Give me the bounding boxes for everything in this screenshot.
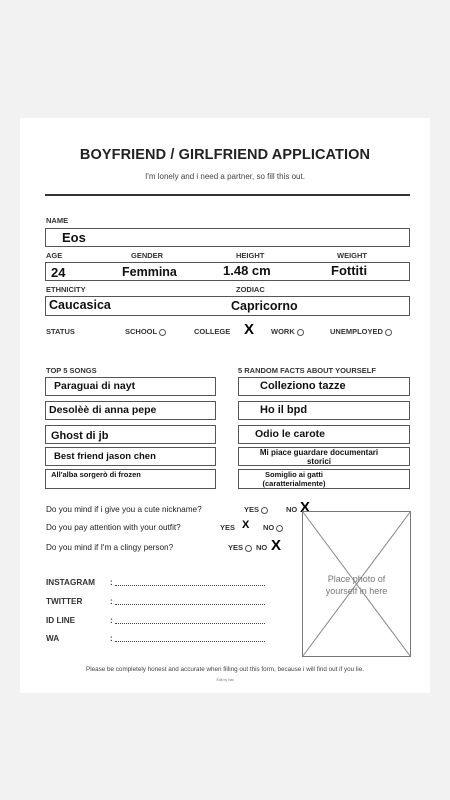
q3-yes-label: YES [228,543,244,552]
fact-value-2: Ho il bpd [260,404,308,416]
credit-text: Edit by Nat [216,678,234,682]
photo-placeholder-text: Place photo of yourself in here [325,574,388,596]
radio-circle-icon[interactable] [276,525,283,532]
fact-field-2[interactable] [238,401,410,420]
q3-no-x-mark: X [271,537,282,554]
fact-field-1[interactable] [238,377,410,396]
wa-separator: : [110,634,113,643]
wa-label: WA [46,634,60,643]
ethnicity-label: ETHNICITY [46,285,86,294]
twitter-separator: : [110,597,113,606]
form-subtitle: I'm lonely and i need a partner, so fill this out. [145,172,305,181]
q1-yes-option[interactable] [244,505,268,514]
radio-circle-icon[interactable] [385,329,392,336]
q2-yes-label: YES [220,523,236,532]
song-field-5[interactable] [45,469,216,489]
facts-label: 5 RANDOM FACTS ABOUT YOURSELF [238,366,376,375]
song-value-1: Paraguai di nayt [54,380,136,392]
age-gender-height-weight-field[interactable] [45,262,410,281]
status-option-unemployed-label: UNEMPLOYED [330,327,383,336]
fact-field-5[interactable] [238,469,410,489]
status-label: STATUS [46,327,75,336]
status-option-school-label: SCHOOL [125,327,158,336]
zodiac-label: ZODIAC [236,285,265,294]
q1-yes-label: YES [244,505,260,514]
q3-no-label: NO [256,543,268,552]
q2-no-label: NO [263,523,275,532]
idline-label: ID LINE [46,616,76,625]
q2-yes-option[interactable] [220,523,235,532]
q3-no-option[interactable] [256,543,267,552]
radio-circle-icon[interactable] [261,507,268,514]
status-option-school[interactable] [125,327,166,336]
song-field-2[interactable] [45,401,216,420]
age-label: AGE [46,251,63,260]
weight-label: WEIGHT [337,251,367,260]
weight-value: Fottiti [331,263,368,278]
status-option-college-label: COLLEGE [194,327,231,336]
song-value-5: All'alba sorgerò di frozen [51,470,141,479]
song-value-3: Ghost di jb [51,430,109,442]
height-label: HEIGHT [236,251,265,260]
twitter-field[interactable] [115,595,265,605]
wa-field[interactable] [115,632,265,642]
status-option-unemployed[interactable] [330,327,392,336]
twitter-label: TWITTER [46,597,83,606]
name-value: Eos [62,230,86,245]
q1-no-label: NO [286,505,298,514]
song-value-2: Desolèè di anna pepe [49,404,157,416]
q1-no-option[interactable] [286,505,297,514]
photo-placeholder[interactable] [302,511,411,657]
song-field-4[interactable] [45,447,216,466]
instagram-field[interactable] [115,576,265,586]
question-3: Do you mind if I'm a clingy person? [46,543,174,552]
fact-value-4: Mi piace guardare documentari storici [259,448,379,466]
idline-field[interactable] [115,614,265,624]
idline-separator: : [110,616,113,625]
status-option-work[interactable] [271,327,304,336]
zodiac-value: Capricorno [231,299,298,313]
status-option-college[interactable] [194,327,230,336]
radio-circle-icon[interactable] [297,329,304,336]
status-college-x-mark: X [244,321,255,338]
question-1: Do you mind if i give you a cute nickname? [46,505,202,514]
title-divider [45,194,410,196]
ethnicity-value: Caucasica [49,298,111,312]
q2-yes-x-mark: X [242,519,250,531]
name-field[interactable] [45,228,410,247]
fact-value-3: Odio le carote [255,428,326,440]
fact-field-4[interactable] [238,447,410,466]
age-value: 24 [51,265,66,280]
ethnicity-zodiac-field[interactable] [45,296,410,316]
question-2: Do you pay attention with your outfit? [46,523,181,532]
q1-no-x-mark: X [300,499,311,516]
song-field-1[interactable] [45,377,216,396]
radio-circle-icon[interactable] [245,545,252,552]
songs-label: TOP 5 SONGS [46,366,97,375]
gender-value: Femmina [122,265,177,279]
q2-no-option[interactable] [263,523,283,532]
radio-circle-icon[interactable] [159,329,166,336]
fact-field-3[interactable] [238,425,410,444]
fact-value-5: Somiglio ai gatti (caratterialmente) [262,470,326,488]
form-title: BOYFRIEND / GIRLFRIEND APPLICATION [79,147,371,163]
song-value-4: Best friend jason chen [54,451,156,462]
instagram-label: INSTAGRAM [46,578,95,587]
gender-label: GENDER [131,251,164,260]
q3-yes-option[interactable] [228,543,252,552]
song-field-3[interactable] [45,425,216,444]
fact-value-1: Colleziono tazze [260,380,346,392]
height-value: 1.48 cm [223,263,271,278]
status-option-work-label: WORK [271,327,295,336]
name-label: NAME [46,216,69,225]
footer-note: Please be completely honest and accurate when filling out this form, because i will find out if you lie. [86,666,364,673]
instagram-separator: : [110,578,113,587]
